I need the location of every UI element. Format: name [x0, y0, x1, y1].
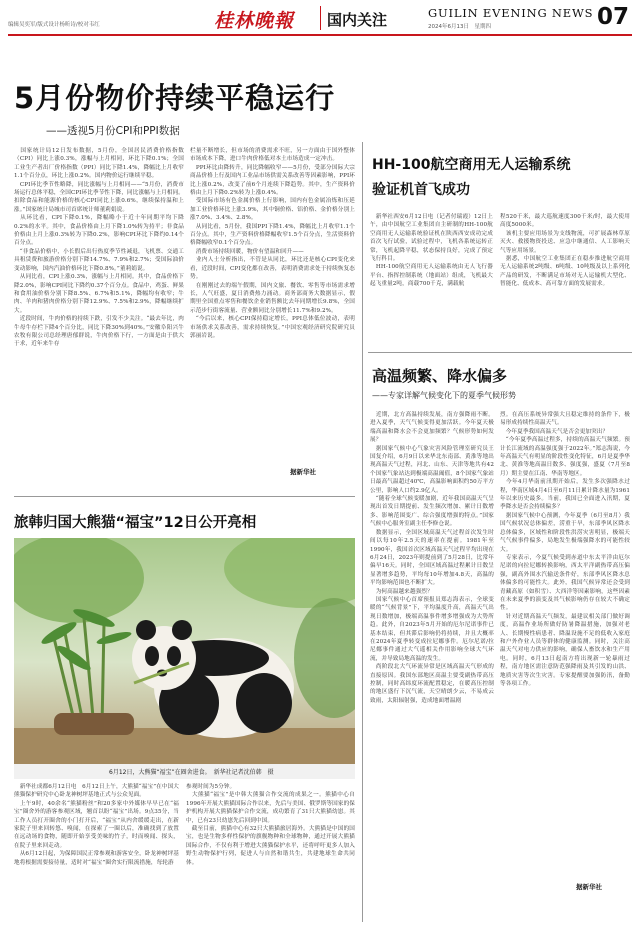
paper-english-name: GUILIN EVENING NEWS — [428, 6, 594, 20]
panda-headline: 旅韩归国大熊猫“福宝”12日公开亮相 — [14, 515, 257, 531]
cpi-body-col2: 栏量不断增长，但市场的消费需求不旺，另一方面由于国外整体市场成本下降，进口牛肉价格低对本土市场造成一定冲击。 PPI环比由降转升，同比降幅收窄——5月份，受部分国际大宗商品价格上行及国内工业品市场供需关系改善等因素影响，PPI环比上涨0.2%，改变了前6个月连续下降趋势。其中，生产资料价格由上月下降0.2%转为上涨0.4%。 受国际市场有色金属价格上行影响，国内有色金属冶炼和压延加工业价格环比上涨3.9%，其中铜价格、铝价格、金价格分别上涨7.0%、3.4%、2.8%。 从同比看，5月份，我国PPI下降1.4%，降幅比上月收窄1.1个百分点。其中，生产资料价格降幅收窄1.5个百分点，生活资料价格降幅收窄0.1个百分点。 消费市场持续回暖，物价有望温和回升—— 业内人士分析指出，不管是从同比，环比还是核心CPI变化来看，近段时间，CPI变化都在改善，表明消费需求处于持续恢复态势。 在刚刚过去的端午假期，国内文旅、餐饮、零售等市场需求增长，人气旺盛，夏日消费热力涌动。商务部商务大数据显示，假期里全国重点零售和餐饮企业销售额比去年同期增长9.8%，全国示范步行街客流量、营业额同比分别增长11.7%和9.2%。 “今后以来，核心CPI保持稳定增长，PPI总体低位波动，表明市场供求关系改善，需求持续恢复。”中国宏观经济研究院研究员郭丽岩说。 — [190, 148, 355, 339]
section-divider-right — [368, 352, 632, 353]
panda-photo-caption: 6月12日，大熊猫“福宝”在圈舍进食。 新华社记者沈伯韩 摄 — [109, 769, 274, 776]
editor-credits: 编辑吴奕军/版式设计杨昕诗/校对韦红 — [8, 22, 100, 28]
photo-caption-bar — [14, 764, 355, 779]
section-divider-left — [14, 496, 355, 497]
page-header — [0, 0, 640, 34]
panda-photo-illustration — [14, 538, 355, 764]
newspaper-logo: 桂林晚報 — [214, 10, 295, 32]
heat-source: 据新华社 — [576, 883, 602, 891]
panda-body-col1: 新华社成都6月12日电 6月12日上午，大熊猫“福宝”在中国大熊猫保护研究中心卧龙神树坪基地正式与公众见面。 上午9时，40余名“熊猫粉丝”和20多家中外媒体早早已在“福宝”圈舍外的游客参观区域，翘首以盼“福宝”出场。9点35分，当工作人员打开圈舍的小门打开后，“福宝”从内舍缓缓走出，在新家院子里来回转悠、嗅闻，在探索了一圈以后，准确找到了放置在远动场的食物，随即开始享受美味的竹子，时而嗅闻、探头，在院子里来回走动。 从6月12日起，为保障国民正常参观和游客安全，卧龙神树坪基地将根据需要接待量，适时对“福宝”圈舍实行限流措施，每轮游 — [14, 784, 179, 866]
panda-photo — [14, 538, 355, 764]
cpi-body-col1: 国家统计局12日发布数据，5月份，全国居民消费价格指数（CPI）同比上涨0.3%，涨幅与上月相同，环比下降0.1%；全国工业生产者出厂价格指数（PPI）同比下降1.4%，降幅比上月收窄1.1个百分点，环比上涨0.2%。国内物价运行继续平稳。 CPI环比季节性略降，同比涨幅与上月相同——“5月份，消费市场运行总体平稳，全国CPI环比季节性下降，同比涨幅与上月相同。扣除食品和能源价格的核心CPI同比上涨0.6%，继续保持温和上涨。”国家统计局城市司首席统计师董莉娟说。 从环比看，CPI下降0.1%，降幅略小于近十年同期平均下降0.2%的水平。其中，食品价格由上月下降1.0%转为持平；非食品价格由上月上涨0.3%转为下降0.2%，影响CPI环比下降约0.14个百分点。 “非食品价格中，小长假后出行热度季节性减退，飞机票、交通工具租赁费和旅游价格分别下降14.7%、7.9%和2.7%；受国际油价变动影响，国内汽油价格环比下降0.8%。”董莉娟说。 从同比看，CPI上涨0.3%，涨幅与上月相同。其中，食品价格下降2.0%，影响CPI同比下降约0.37个百分点。食品中，鸡蛋、鲜果和食用油价格分别下降8.5%、6.7%和5.1%，降幅均有收窄；牛肉、羊肉和猪肉价格分别下降12.9%、7.5%和2.9%，降幅继续扩大。 近段时间，牛肉价格的持续下跌，引发不少关注。“最去年比，肉牛母牛存栏下降4个百分比，同比下降30%到40%。”安徽阜阳兴牛农牧有限公司总经理唐郁群说，牛肉价格下行，一方面是由于供大于求，近年来牛存 — [14, 148, 184, 348]
section-name: 国内关注 — [327, 11, 388, 29]
hh100-headline-line2: 验证机首飞成功 — [372, 182, 470, 198]
panda-body-col2: 参观时间为5分钟。 大熊猫“福宝”是中韩大熊猫合作交流的成果之一。熊猫中心自1996年开展大熊猫国际合作以来，先后与美国、俄罗斯等国家的保护机构开展大熊猫保护合作交流，成功繁育了31只大熊猫幼崽。其中，已有23只幼崽先后回到中国。 截至目前，熊猫中心有32只大熊猫旅居海外。大熊猫是中国的国宝，也是生物多样性保护的旗舰物种和全球物种，通过开展大熊猫国际合作，不仅有利于增进大熊猫保护水平，还将呼吁更多人加入野生动物保护行列，促进人与自然和谐共生，共建地球生命共同体。 — [186, 784, 355, 866]
heat-headline: 高温频繁、降水偏多 — [372, 367, 508, 385]
cpi-subtitle: ——透视5月份CPI和PPI数据 — [46, 125, 180, 137]
hh100-headline-line1: HH-100航空商用无人运输系统 — [372, 157, 571, 173]
cpi-source: 据新华社 — [290, 468, 316, 476]
hh100-body-col2: 程520千米，最大巡航速度300千米/时，最大使用高度5000米。 该机主要应用场景为支线物流，可扩展森林草原灭火、救援物资投送、应急中继通信、人工影响天气等应用场景。 据悉，中国航空工业集团正在稳步推进航空商用无人运输系统2吨级、6吨级、10吨级及以上系列化产品的研发，不断满足市场对无人运输机大型化、智能化、低成本、高可靠方面的发展需求。 — [500, 214, 630, 288]
heat-body-col2: 烈。在高压系统异常强大且稳定维持的条件下，极易形成持续性高温天气。 今年夏季我国高温天气是否会更加突出？ “今年夏季高温过程多，持续的高温天气频繁。预计长江流域的高温强度强于2022年。”郑志海说，今年高温天气有明显的阶段性变化特征，6月是夏季华北、黄淮等地高温日数多、强度强，盛夏（7月至8月）期主要在江南、华南等地区。 今年4月华南前汛期开始后，发生多次强降水过程，华南区域4月4日至6月11日累计降水量为1961年以来历史最多。当前，我国已全面进入汛期，夏季降水是否会持续偏多？ 据国家气候中心预测，今年夏季（6月至8月）我国气候状况总体偏差，涝重于旱，东部季风区降水总体偏多，区域性和阶段性洪涝灾害明显，极端天气气候事件偏多，局地发生极端强降水的可能性较大。 专家表示，今夏气候受到赤道中东太平洋由厄尔尼诺的向拉尼娜转换影响，西太平洋副热带高压偏强，副高外围水汽输送条件好，东部季风区降水总体偏多的可能性大。此外，我国气候异常还会受到青藏高原（如积雪）、大西洋等因素影响，这些因素在未来夏季的演变及其气候影响仍存在较大不确定性。 针对近期高温天气频发，最建议相关部门做好调度，高温作业场所做好防暑降温措施，加强对老人、长期慢性病患者、降温设施不足的低收入家庭和户外作业人员等群体的健康监测。同时，关注高温天气对电力供应的影响，确保人畜饮水和生产用电。同时，6月13日起南方将出现新一轮暴雨过程，南方地区需注意防范强降雨及其引发的山洪、地质灾害等次生灾害。专家提醒要加强防汛，备勤等各项工作。 — [500, 412, 630, 687]
hh100-body-col1: 新华社西安6月12日电（记者付瑞霞）12日上午，由中国航空工业集团自主研制的HH-100航空商用无人运输系统验证机在陕西西安成功完成首次飞行试验，试验过程中，飞机各系统运转正常，飞机起降平稳，状态保持良好，完成了预定飞行科目。 HH-100航空商用无人运输系统由无人飞行器平台、指挥控制系统（地面站）组成，飞机最大起飞重量2吨，商载700千克，满载航 — [370, 214, 493, 288]
heat-subtitle: ——专家详解气候变化下的夏季气候形势 — [372, 391, 516, 400]
header-rule — [8, 34, 632, 36]
header-divider — [320, 6, 321, 30]
page-number: 07 — [597, 4, 630, 30]
column-divider — [362, 142, 363, 922]
issue-date: 2024年6月13日 星期四 — [428, 24, 491, 30]
heat-body-col1: 近期，北方高温持续发展，南方强降雨不断。进入夏季，天气气候变得更加活跃。今年夏天极端高温和降水会不会更加频繁？气候形势如何发展？ 据国家气候中心气象灾害风险管理室研究员王国复介绍，6月9日以来华北东南部、黄淮等地出现高温天气过程，河北、山东、天津等地共有42个国家气象站达到极端高温阈值，8个国家气象站日最高气温超过40℃，高温影响面积约50万平方公里，影响人口约2.9亿人。 “随着全球气候变暖加剧，近年我国高温天气呈现出首发日期提前、发生频次增加、累计日数增多、影响范围变广、综合强度增强的特点。”国家气候中心服务室副主任李修仓说。 数据显示，全国区域高温天气过程首次发生时间以每10年2.5天的速率在提前。1981年至1990年，我国首次区域高温天气过程平均出现在6月24日，2023年则提前到了5月28日，比常年偏早16天。同时，全国区域高温过程累计日数呈显著增多趋势，平均每10年增加4.8天，高温的平均影响范围也不断扩大。 为何高温越来越强烈？ 国家气候中心首席预报员郑志海表示，全球变暖的“气候背景”下，平均温度升高，高温天气出现日数增加，极端高温事件增多增强成为大势所趋。此外，自2023年5月开始的厄尔尼诺事件已基本结束，但其滞后影响仍将持续，并且大概率在2024年夏季转变成拉尼娜事件。厄尔尼诺/拉尼娜事件通过大气遥相关作用影响全球大气环流，并导致局地高温的发生。 尚阶段北大气环流异常是区域高温天气形成的直接原因。我国东部地区高温主要受副热带高压控制，同时高纬度环流配置稳定，在暖高压控制的地区盛行下沉气流，天空晴朗少云，不易成云致雨，太阳辐射强，造成地面增温剧 — [370, 412, 494, 704]
cpi-headline: 5月份物价持续平稳运行 — [14, 81, 336, 115]
